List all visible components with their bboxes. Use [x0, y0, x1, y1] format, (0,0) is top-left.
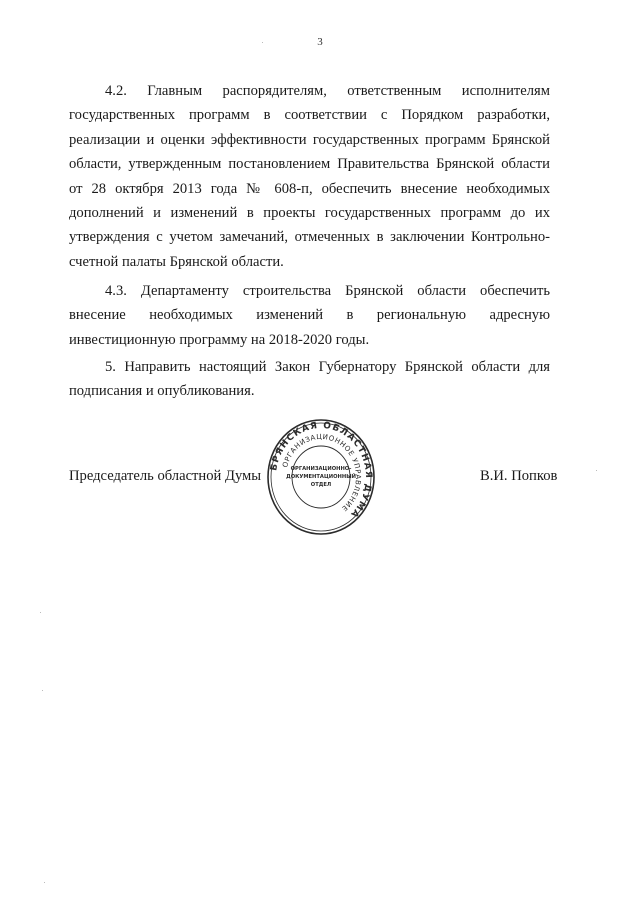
signer-role: Председатель областной Думы	[69, 468, 262, 484]
scan-speck	[262, 42, 263, 43]
scan-speck	[42, 690, 43, 691]
official-seal	[266, 418, 376, 536]
signer-name: В.И. Попков	[480, 468, 558, 484]
scan-speck	[44, 882, 45, 883]
seal-center-line-1: ОРГАНИЗАЦИОННО-	[290, 466, 352, 472]
seal-center-line-3: ОТДЕЛ	[310, 482, 332, 488]
paragraph-4-2: 4.2. Главным распорядителям, ответственным исполнителям государственных программ в соответствии с Порядком разработки, реализации и оценки эффективности государственных программ Брянской области, утвержденным постановлением Правительства Брянской области от 28 октября 2013 года № 608-п, обеспечить внесение необходимых дополнений и изменений в проекты государственных программ до их утверждения с учетом замечаний, отмеченных в заключении Контрольно-счетной палаты Брянской области.	[69, 83, 550, 270]
scan-speck	[596, 470, 597, 471]
seal-inner-text: ОРГАНИЗАЦИОННОЕ УПРАВЛЕНИЕ	[281, 432, 363, 513]
paragraph-4-3: 4.3. Департаменту строительства Брянской области обеспечить внесение необходимых изменений в региональную адресную инвестиционную программу на 2018-2020 годы.	[69, 283, 550, 348]
scan-speck	[40, 612, 41, 613]
page-number: 3	[317, 36, 323, 48]
paragraph-5: 5. Направить настоящий Закон Губернатору Брянской области для подписания и опубликования.	[69, 359, 550, 400]
seal-center-line-2: ДОКУМЕНТАЦИОННЫЙ	[286, 474, 356, 480]
seal-outer-text: БРЯНСКАЯ ОБЛАСТНАЯ ДУМА	[269, 420, 374, 520]
